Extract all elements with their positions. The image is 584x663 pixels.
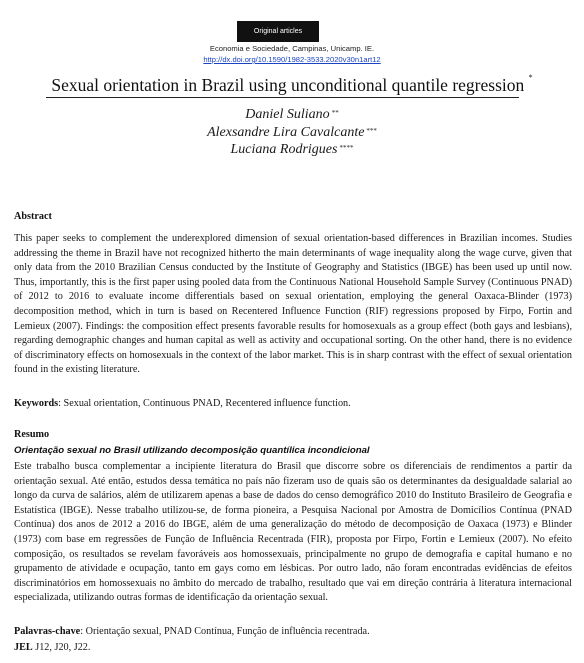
palavras-chave-values: : Orientação sexual, PNAD Contínua, Função de influência recentrada. — [80, 626, 370, 637]
author-footnote-mark[interactable]: *** — [366, 126, 377, 135]
author-footnote-mark[interactable]: **** — [339, 144, 354, 152]
resumo-heading: Resumo — [14, 429, 50, 440]
author-name: Alexsandre Lira Cavalcante — [207, 124, 365, 140]
palavras-chave-line — [14, 626, 370, 637]
author-name: Daniel Suliano — [245, 107, 330, 122]
paper-title-text: Sexual orientation in Brazil using unconditional quantile regression — [51, 75, 525, 95]
article-type-badge: Original articles — [237, 21, 319, 42]
abstract-text: This paper seeks to complement the underexplored dimension of sexual orientation-based differences in Brazilian incomes. Studies addressing the theme in Brazil have not recognized hitherto the main determinants of wage inequality along the wage curve, given that only data from the 2010 Brazilian Census conducted by the Institute of Geography and Statistics (IBGE) has been used up until now. Thus, importantly, this is the first paper using pooled data from the Continuous National Household Sample Survey (Continuous PNAD) of 2012 to 2016 to evaluate income differentials based on sexual orientation, employing the general Oaxaca-Blinder (1973) decomposition method, which in turn is based on Recentered Influence Function (RIF) regressions proposed by Firpo, Fortin and Lemieux (2007). Findings: the composition effect presents favorable results for homosexuals as a group effect (both gays and lesbians), regarding demographic changes and human capital as well as activity and occupational sorting. On the other hand, there is no evidence of discriminatory effects on homosexuals in the context of the labor market. This is in sharp contrast with the effect of sexual orientation found in the existing literature. — [14, 233, 572, 376]
doi-link[interactable]: http://dx.doi.org/10.1590/1982-3533.2020v30n1art12 — [203, 55, 381, 64]
jel-line — [14, 642, 90, 653]
keywords-values: : Sexual orientation, Continuous PNAD, Recentered influence function. — [58, 398, 351, 409]
keywords-label: Keywords — [14, 398, 59, 409]
author-list — [0, 106, 584, 159]
author-footnote-mark[interactable]: ** — [331, 109, 339, 117]
resumo-title: Orientação sexual no Brasil utilizando decomposição quantílica incondicional — [14, 445, 370, 456]
author-1 — [0, 106, 584, 124]
title-divider — [46, 97, 519, 98]
author-3 — [0, 141, 584, 159]
author-2 — [0, 124, 584, 142]
palavras-chave-label: Palavras-chave — [14, 626, 81, 637]
paper-title — [30, 75, 554, 96]
jel-label: JEL — [14, 642, 33, 653]
title-footnote-mark[interactable]: * — [528, 73, 533, 82]
resumo-text: Este trabalho busca complementar a incipiente literatura do Brasil que discorre sobre os diferenciais de rendimentos a partir da orientação sexual. Até então, estudos dessa temática no país não fizeram uso de quais são os determinantes da desigualdade salarial ao longo da curva de salários, além de utilizarem apenas a base de dados do censo demográfico 2010 do Instituto Brasileiro de Geografia e Estatística (IBGE). Nesse trabalho utilizou-se, de forma pioneira, a Pesquisa Nacional por Amostra de Domicílios Contínua (PNAD Contínua) dos anos de 2012 a 2016 do IBGE, além de uma generalização do método de decomposição de Oaxaca (1973) e Blinder (1973) com base em regressões de Função de Influência Recentrada (FIR), proposta por Firpo, Fortin e Lemieux (2007). No efeito composição, os resultados se revelam favoráveis aos homossexuais, principalmente no grupo de demografia e capital humano e no grupamento de atividade e ocupação, tanto em gays como em lésbicas. Por outro lado, não foram encontradas evidências de efeitos discriminatórios em homossexuais no âmbito do mercado de trabalho, resultado que vai em direção contrária à literatura internacional especializada, utilizando outras formas de identificação da orientação sexual. — [14, 461, 572, 604]
keywords-line — [14, 398, 351, 409]
doi-line — [0, 55, 584, 64]
abstract-heading: Abstract — [14, 211, 52, 222]
author-name: Luciana Rodrigues — [230, 142, 338, 157]
journal-citation: Economia e Sociedade, Campinas, Unicamp. IE. — [209, 44, 375, 53]
jel-values: J12, J20, J22. — [32, 642, 91, 653]
